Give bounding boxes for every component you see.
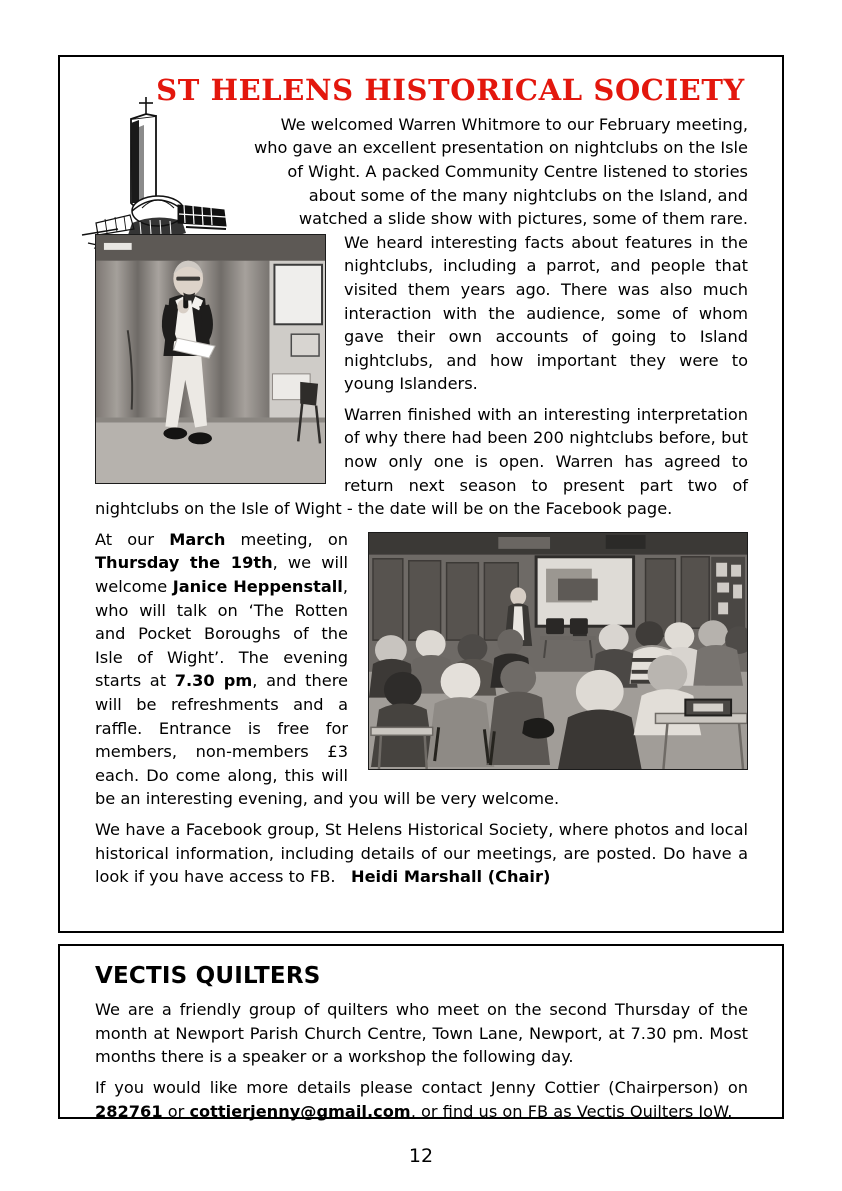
paragraph-3-text-e: , and there will be refreshments and a raffle. Entrance is free for members, non-members £3 each. Do come along, this will be an interesting evening, and you will be very welcome. [95,671,560,809]
audience-photo [368,532,748,770]
contact-email-link[interactable]: cottierjenny@gmail.com [189,1101,411,1121]
intro-line: about some of the many nightclubs on the Island, and [308,185,748,205]
intro-line: watched a slide show with pictures, some of them rare. [298,209,748,229]
intro-line: We welcomed Warren Whitmore to our February meeting, [280,114,748,134]
paragraph-3-text-d: , who will talk on ‘The Rotten and Pocket Boroughs of the Isle of Wight’. The evening starts at [95,577,349,691]
paragraph-3-text-b: meeting, on [225,529,348,549]
page-number: 12 [408,1145,434,1167]
article-signature: Heidi Marshall (Chair) [351,867,551,887]
meeting-time: 7.30 pm [174,671,253,691]
intro-line: who gave an excellent presentation on nightclubs on the Isle [253,138,748,158]
article-body [95,231,748,889]
paragraph-2-text-a: If you would like more details please contact Jenny Cottier (Chairperson) on [95,1078,748,1098]
article-vectis-quilters [58,944,784,1119]
paragraph-4 [95,818,748,889]
paragraph-1: We heard interesting facts about features in the nightclubs, including a parrot, and people that visited them years ago. There was also much interaction with the audience, some of whom gave their own accounts of going to Island nightclubs, and how important they were to young Islanders. [344,232,748,394]
paragraph-2: Warren finished with an interesting interpretation of why there had been 200 nightclubs before, but now only one is open. Warren has agreed to return next season to present part two of nightclubs on the Isle of Wight - the date will be on the Facebook page. [95,404,748,519]
paragraph-2-text-c: , or find us on FB as Vectis Quilters IoW. [410,1101,733,1121]
paragraph-2-text-b: or [162,1101,190,1121]
paragraph-2 [95,1076,748,1123]
article-content [60,57,782,931]
article-title: ST HELENS HISTORICAL SOCIETY [156,73,745,107]
article-content [60,946,782,1121]
intro-paragraph [95,113,748,231]
contact-phone: 282761 [95,1101,163,1121]
article-title: VECTIS QUILTERS [95,963,321,989]
paragraph-1: We are a friendly group of quilters who meet on the second Thursday of the month at Newport Parish Church Centre, Town Lane, Newport, at 7.30 pm. Most months there is a speaker or a workshop the following day. [95,1000,748,1067]
meeting-month: March [169,529,226,549]
paragraph-3-text-a: At our [95,529,170,549]
intro-line: of Wight. A packed Community Centre listened to stories [287,161,748,181]
paragraph-3-text-c: , we will welcome [95,553,348,597]
article-st-helens-historical-society [58,55,784,933]
guest-speaker-name: Janice Heppenstall [172,577,343,597]
speaker-photo [95,234,326,484]
paragraph-4-text: We have a Facebook group, St Helens Historical Society, where photos and local historical information, including details of our meetings, are posted. Do have a look if you have access to FB. [95,819,748,887]
meeting-date: Thursday the 19th [95,553,273,573]
